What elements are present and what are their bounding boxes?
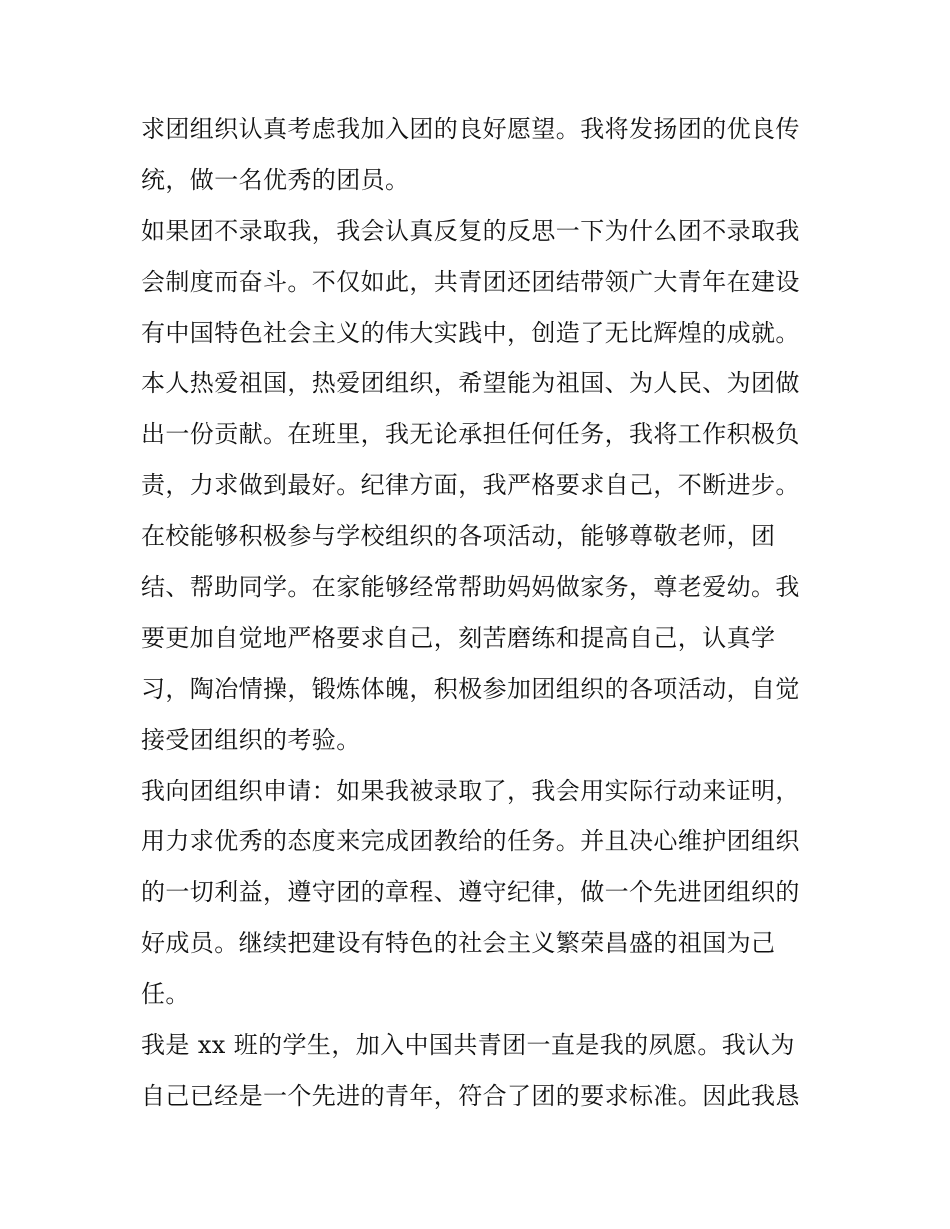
text-line: 好成员。继续把建设有特色的社会主义繁荣昌盛的祖国为己 — [141, 929, 776, 958]
document-body — [141, 104, 821, 1122]
text-line: 用力求优秀的态度来完成团教给的任务。并且决心维护团组织 — [141, 827, 800, 856]
text-line: 出一份贡献。在班里，我无论承担任何任务，我将工作积极负 — [141, 420, 800, 449]
text-line: 自己已经是一个先进的青年，符合了团的要求标准。因此我恳 — [141, 1081, 800, 1110]
text-line: 要更加自觉地严格要求自己，刻苦磨练和提高自己，认真学 — [141, 623, 776, 652]
text-line: 求团组织认真考虑我加入团的良好愿望。我将发扬团的优良传 — [141, 115, 800, 143]
text-line: 接受团组织的考验。 — [141, 725, 361, 754]
text-line: 我是 xx 班的学生，加入中国共青团一直是我的夙愿。我认为 — [141, 1031, 795, 1060]
text-line: 任。 — [141, 980, 190, 1009]
text-line: 会制度而奋斗。不仅如此，共青团还团结带领广大青年在建设 — [141, 267, 800, 296]
text-line: 结、帮助同学。在家能够经常帮助妈妈做家务，尊老爱幼。我 — [141, 573, 800, 602]
text-line: 有中国特色社会主义的伟大实践中，创造了无比辉煌的成就。 — [141, 318, 800, 347]
text-line: 统，做一名优秀的团员。 — [141, 165, 410, 194]
text-line: 责，力求做到最好。纪律方面，我严格要求自己，不断进步。 — [141, 471, 800, 500]
text-line: 我向团组织申请：如果我被录取了，我会用实际行动来证明， — [141, 776, 800, 805]
text-line: 的一切利益，遵守团的章程、遵守纪律，做一个先进团组织的 — [141, 878, 800, 907]
text-line: 如果团不录取我，我会认真反复的反思一下为什么团不录取我 — [141, 216, 800, 245]
text-line: 在校能够积极参与学校组织的各项活动，能够尊敬老师，团 — [141, 522, 776, 551]
text-line: 本人热爱祖国，热爱团组织，希望能为祖国、为人民、为团做 — [141, 369, 800, 398]
text-line: 习，陶冶情操，锻炼体魄，积极参加团组织的各项活动，自觉 — [141, 674, 800, 703]
